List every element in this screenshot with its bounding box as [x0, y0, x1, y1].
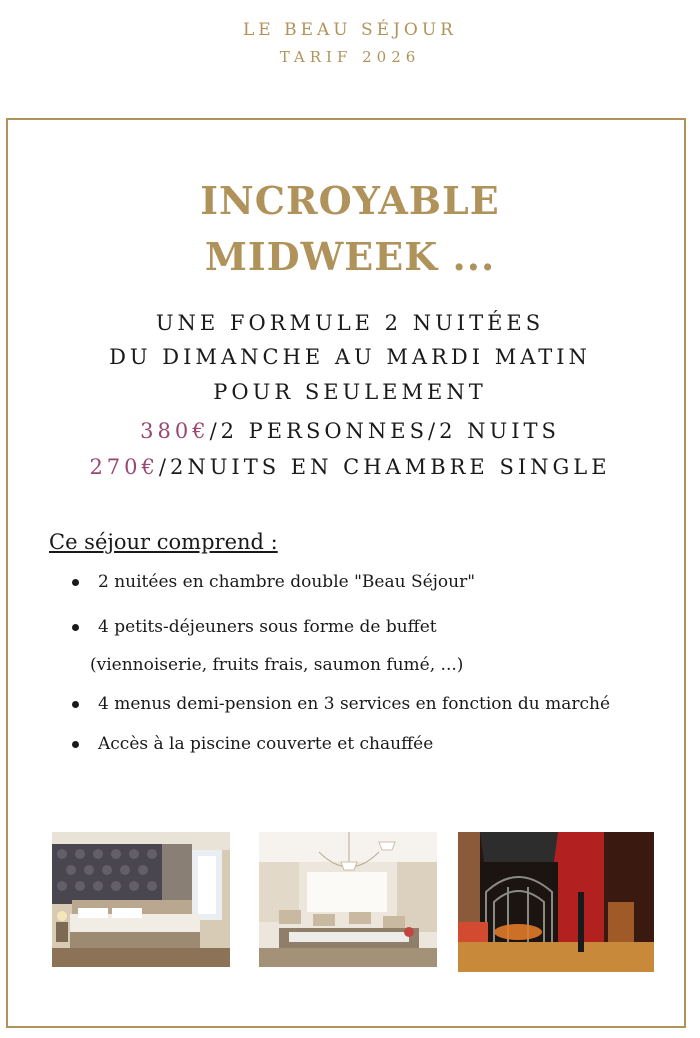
offer-line-3: POUR SEULEMENT — [213, 380, 487, 404]
list-item — [72, 692, 610, 716]
bullet-icon — [72, 741, 79, 748]
price-couple: 380€ — [140, 419, 210, 443]
headline-line-1: INCROYABLE — [200, 178, 500, 223]
bullet-icon — [72, 701, 79, 708]
includes-title: Ce séjour comprend : — [49, 530, 278, 554]
price-couple-label: /2 PERSONNES/2 NUITS — [209, 419, 560, 443]
offer-line-2: DU DIMANCHE AU MARDI MATIN — [109, 345, 591, 369]
hotel-room-photo — [52, 832, 230, 967]
price-single-label: /2NUITS EN CHAMBRE SINGLE — [158, 455, 611, 479]
offer-line-1: UNE FORMULE 2 NUITÉES — [155, 311, 545, 335]
list-item-continuation — [72, 653, 463, 677]
restaurant-photo — [259, 832, 437, 967]
list-item-text: Accès à la piscine couverte et chauffée — [98, 734, 434, 754]
bullet-icon — [72, 624, 79, 631]
price-single: 270€ — [89, 455, 159, 479]
list-item-text: 2 nuitées en chambre double "Beau Séjour" — [98, 572, 476, 592]
list-item — [72, 615, 437, 639]
list-item-text: (viennoiserie, fruits frais, saumon fumé, ...) — [90, 655, 464, 675]
fireplace-photo — [458, 832, 654, 972]
offer-price-single — [0, 455, 700, 479]
bullet-icon — [72, 579, 79, 586]
list-item-text: 4 menus demi-pension en 3 services en fonction du marché — [98, 694, 611, 714]
headline-line-2: MIDWEEK ... — [204, 234, 496, 279]
list-item-text: 4 petits-déjeuners sous forme de buffet — [98, 617, 437, 637]
list-item — [72, 570, 475, 594]
tariff-year: TARIF 2026 — [279, 48, 421, 66]
offer-price-couple — [0, 419, 700, 443]
brand-name: LE BEAU SÉJOUR — [243, 20, 457, 40]
list-item — [72, 732, 433, 756]
